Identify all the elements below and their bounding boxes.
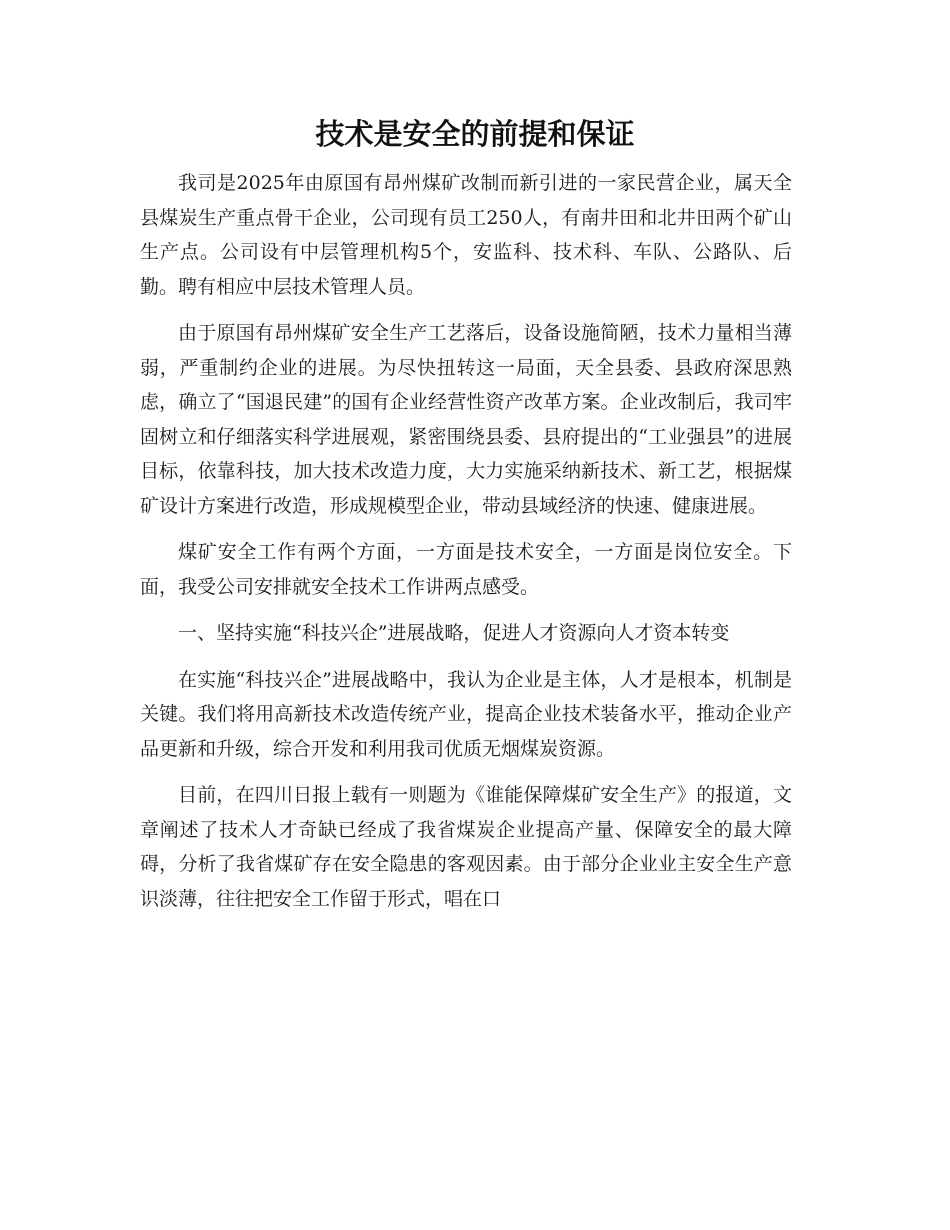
document-title: 技术是安全的前提和保证 [315,117,635,151]
document-body [140,166,792,916]
paragraph-reform-background: 由于原国有昂州煤矿安全生产工艺落后，设备设施简陋，技术力量相当薄弱，严重制约企业的进展。为尽快扭转这一局面，天全县委、县政府深思熟虑，确立了“国退民建”的国有企业经营性资产改革方案。企业改制后，我司牢固树立和仔细落实科学进展观，紧密围绕县委、县府提出的“工业强县”的进展目标，依靠科技，加大技术改造力度，大力实施采纳新技术、新工艺，根据煤矿设计方案进行改造，形成规模型企业，带动县域经济的快速、健康进展。 [140,322,792,517]
paragraph-strategy-detail: 在实施“科技兴企”进展战略中，我认为企业是主体，人才是根本，机制是关键。我们将用高新技术改造传统产业，提高企业技术装备水平，推动企业产品更新和升级，综合开发和利用我司优质无烟煤炭资源。 [140,668,792,760]
paragraph-safety-aspects: 煤矿安全工作有两个方面，一方面是技术安全，一方面是岗位安全。下面，我受公司安排就安全技术工作讲两点感受。 [140,541,792,598]
paragraph-news-report: 目前，在四川日报上载有一则题为《谁能保障煤矿安全生产》的报道，文章阐述了技术人才奇缺已经成了我省煤炭企业提高产量、保障安全的最大障碍，分析了我省煤矿存在安全隐患的客观因素。由于部分企业业主安全生产意识淡薄，往往把安全工作留于形式，唱在口 [140,784,792,910]
section-heading-strategy: 一、坚持实施“科技兴企”进展战略，促进人才资源向人才资本转变 [178,622,730,644]
paragraph-company-intro: 我司是2025年由原国有昂州煤矿改制而新引进的一家民营企业，属天全县煤炭生产重点骨干企业，公司现有员工250人，有南井田和北井田两个矿山生产点。公司设有中层管理机构5个，安监科、技术科、车队、公路队、后勤。聘有相应中层技术管理人员。 [140,172,792,298]
